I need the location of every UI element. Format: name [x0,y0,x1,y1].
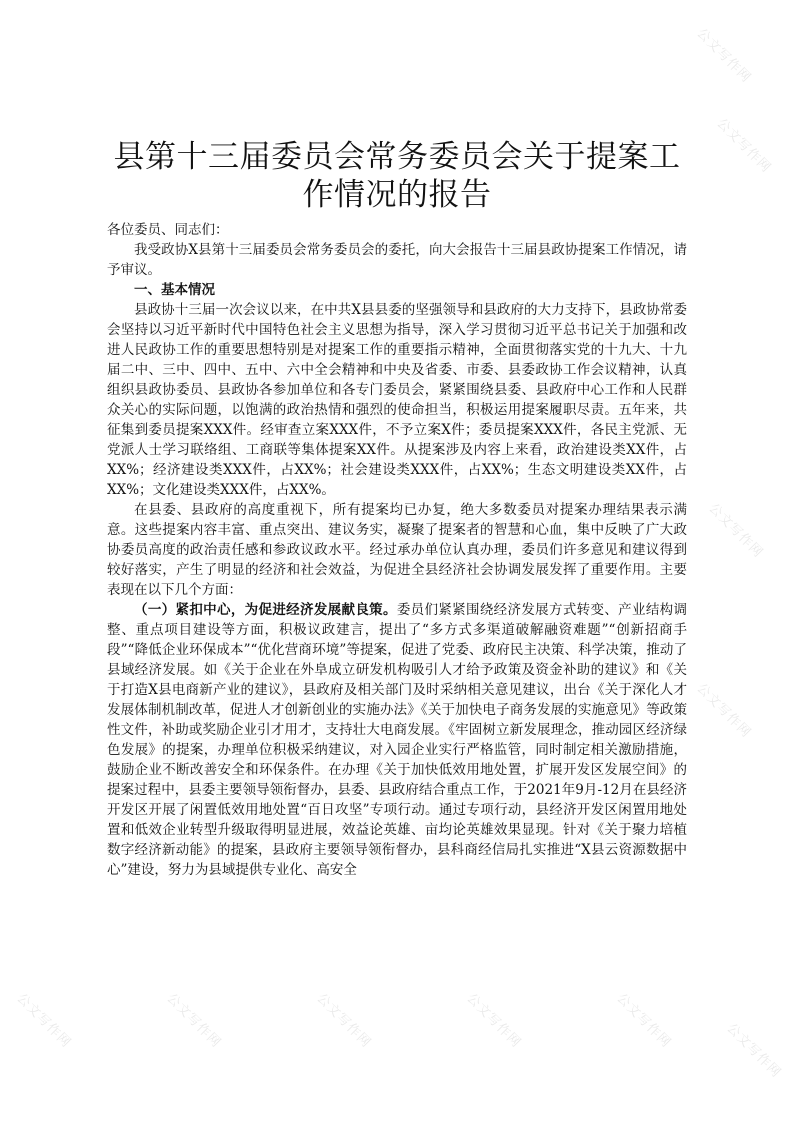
paragraph-handling-results: 在县委、县政府的高度重视下，所有提案均已办复，绝大多数委员对提案办理结果表示满意。这些提案内容丰富、重点突出、建议务实，凝聚了提案者的智慧和心血，集中反映了广大政协委员高度的政治责任感和参政议政水平。经过承办单位认真办理，委员们许多意见和建议得到较好落实，产生了明显的经济和社会效益，为促进全县经济社会协调发展发挥了重要作用。主要表现在以下几个方面： [107,502,687,598]
document-title: 县第十三届委员会常务委员会关于提案工作情况的报告 [113,139,681,213]
watermark: 公文写作网 [163,990,224,1051]
document-body [107,138,687,880]
subsection-body: 委员们紧紧围绕经济发展方式转变、产业结构调整、重点项目建设等方面，积极议政建言，提出了“多方式多渠道破解融资难题”“创新招商手段”“降低企业环保成本”“优化营商环境”等提案，促进了党委、政府民主决策、科学决策，推动了县域经济发展。如《关于企业在外阜成立研发机构吸引人才给予政策及资金补助的建议》和《关于打造X县电商新产业的建议》，县政府及相关部门及时采纳相关意见建议，出台《关于深化人才发展体制机制改革，促进人才创新创业的实施办法》《关于加快电子商务发展的实施意见》等政策性文件，补助或奖励企业引才用才，支持壮大电商发展。《牢固树立新发展理念，推动园区经济绿色发展》的提案，办理单位积极采纳建议，对入园企业实行严格监管，同时制定相关激励措施，鼓励企业不断改善安全和环保条件。在办理《关于加快低效用地处置，扩展开发区发展空间》的提案过程中，县委主要领导领衔督办，县委、县政府结合重点工作，于2021年9月-12月在县经济开发区开展了闲置低效用地处置“百日攻坚”专项行动。通过专项行动，县经济开发区闲置用地处置和低效企业转型升级取得明显进展，效益论英雄、亩均论英雄效果显现。针对《关于聚力培植数字经济新动能》的提案，县政府主要领导领衔督办，县科商经信局扎实推进“X县云资源数据中心”建设，努力为县域提供专业化、高安全 [107,602,688,878]
watermark: 公文写作网 [13,990,74,1051]
watermark: 公文写作网 [723,1020,784,1081]
watermark: 公文写作网 [613,990,674,1051]
subsection-lead: （一）紧扣中心，为促进经济发展献良策。 [134,602,397,618]
watermark: 公文写作网 [713,115,774,176]
intro-paragraph: 我受政协X县第十三届委员会常务委员会的委托，向大会报告十三届县政协提案工作情况，请予审议。 [107,242,687,278]
watermark: 公文写作网 [313,990,374,1051]
watermark: 公文写作网 [693,680,754,741]
paragraph-overview: 县政协十三届一次会议以来，在中共X县县委的坚强领导和县政府的大力支持下，县政协常委会坚持以习近平新时代中国特色社会主义思想为指导，深入学习贯彻习近平总书记关于加强和改进人民政协工作的重要思想特别是对提案工作的重要指示精神，全面贯彻落实党的十九大、十九届二中、三中、四中、五中、六中全会精神和中央及省委、市委、县委政协工作会议精神，认真组织县政协委员、县政协各参加单位和各专门委员会，紧紧围绕县委、县政府中心工作和人民群众关心的实际问题，以饱满的政治热情和强烈的使命担当，积极运用提案履职尽责。五年来，共征集到委员提案XXX件。经审查立案XXX件，不予立案X件；委员提案XXX件，各民主党派、无党派人士学习联络组、工商联等集体提案XX件。从提案涉及内容上来看，政治建设类XX件，占XX%；经济建设类XXX件，占XX%；社会建设类XXX件，占XX%；生态文明建设类XX件，占XX%；文化建设类XXX件，占XX%。 [107,302,687,498]
section-heading-basic-situation: 一、基本情况 [134,282,215,298]
watermark: 公文写作网 [693,25,754,86]
watermark: 公文写作网 [705,500,766,561]
watermark: 公文写作网 [463,990,524,1051]
paragraph-economic-development [107,600,687,880]
salutation: 各位委员、同志们： [107,222,229,238]
